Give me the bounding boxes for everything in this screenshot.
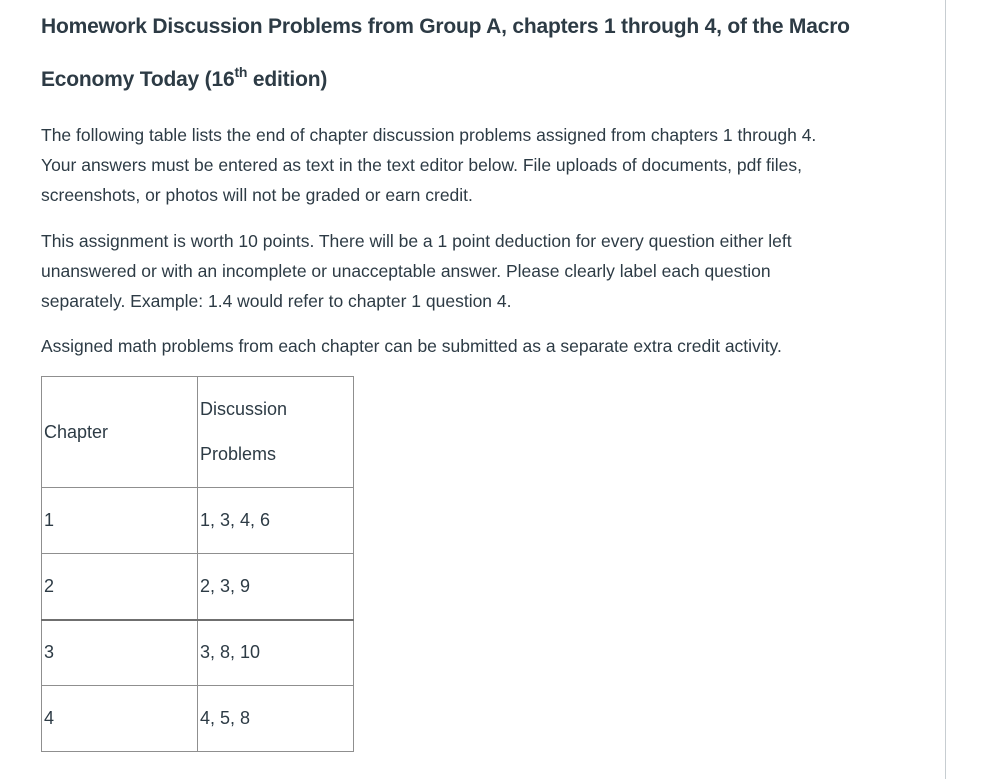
header-chapter: Chapter: [42, 377, 198, 488]
title-superscript: th: [234, 64, 248, 80]
page-title: Homework Discussion Problems from Group A, chapters 1 through 4, of the Macro: [41, 15, 850, 38]
table-row: [42, 620, 354, 686]
intro-paragraph: [41, 120, 931, 210]
title-text-end: edition): [247, 68, 328, 91]
grading-paragraph: [41, 226, 931, 316]
intro-line: screenshots, or photos will not be graded or earn credit.: [41, 185, 473, 205]
chapter-cell: 2: [42, 554, 198, 620]
intro-line: The following table lists the end of chapter discussion problems assigned from chapters 1 through 4.: [41, 125, 817, 145]
page-title-continued: [41, 64, 328, 92]
header-discussion-problems: [198, 377, 354, 488]
problems-table: [41, 376, 354, 752]
grading-line: This assignment is worth 10 points. There will be a 1 point deduction for every question either left: [41, 231, 792, 251]
title-text: Economy Today (16: [41, 68, 235, 91]
intro-line: Your answers must be entered as text in the text editor below. File uploads of documents, pdf files,: [41, 155, 803, 175]
chapter-cell: 3: [42, 620, 198, 686]
chapter-cell: 1: [42, 488, 198, 554]
table-row: [42, 686, 354, 752]
extra-credit-line: Assigned math problems from each chapter can be submitted as a separate extra credit activity.: [41, 336, 782, 356]
problems-cell: 1, 3, 4, 6: [198, 488, 354, 554]
header-discussion-line1: Discussion: [200, 399, 288, 419]
table-row: [42, 554, 354, 620]
table-row: [42, 488, 354, 554]
grading-line: separately. Example: 1.4 would refer to chapter 1 question 4.: [41, 291, 512, 311]
table-header-row: [42, 377, 354, 488]
grading-line: unanswered or with an incomplete or unacceptable answer. Please clearly label each question: [41, 261, 771, 281]
chapter-cell: 4: [42, 686, 198, 752]
problems-cell: 3, 8, 10: [198, 620, 354, 686]
problems-cell: 2, 3, 9: [198, 554, 354, 620]
problems-cell: 4, 5, 8: [198, 686, 354, 752]
extra-credit-paragraph: [41, 331, 931, 361]
header-discussion-line2: Problems: [200, 444, 277, 464]
